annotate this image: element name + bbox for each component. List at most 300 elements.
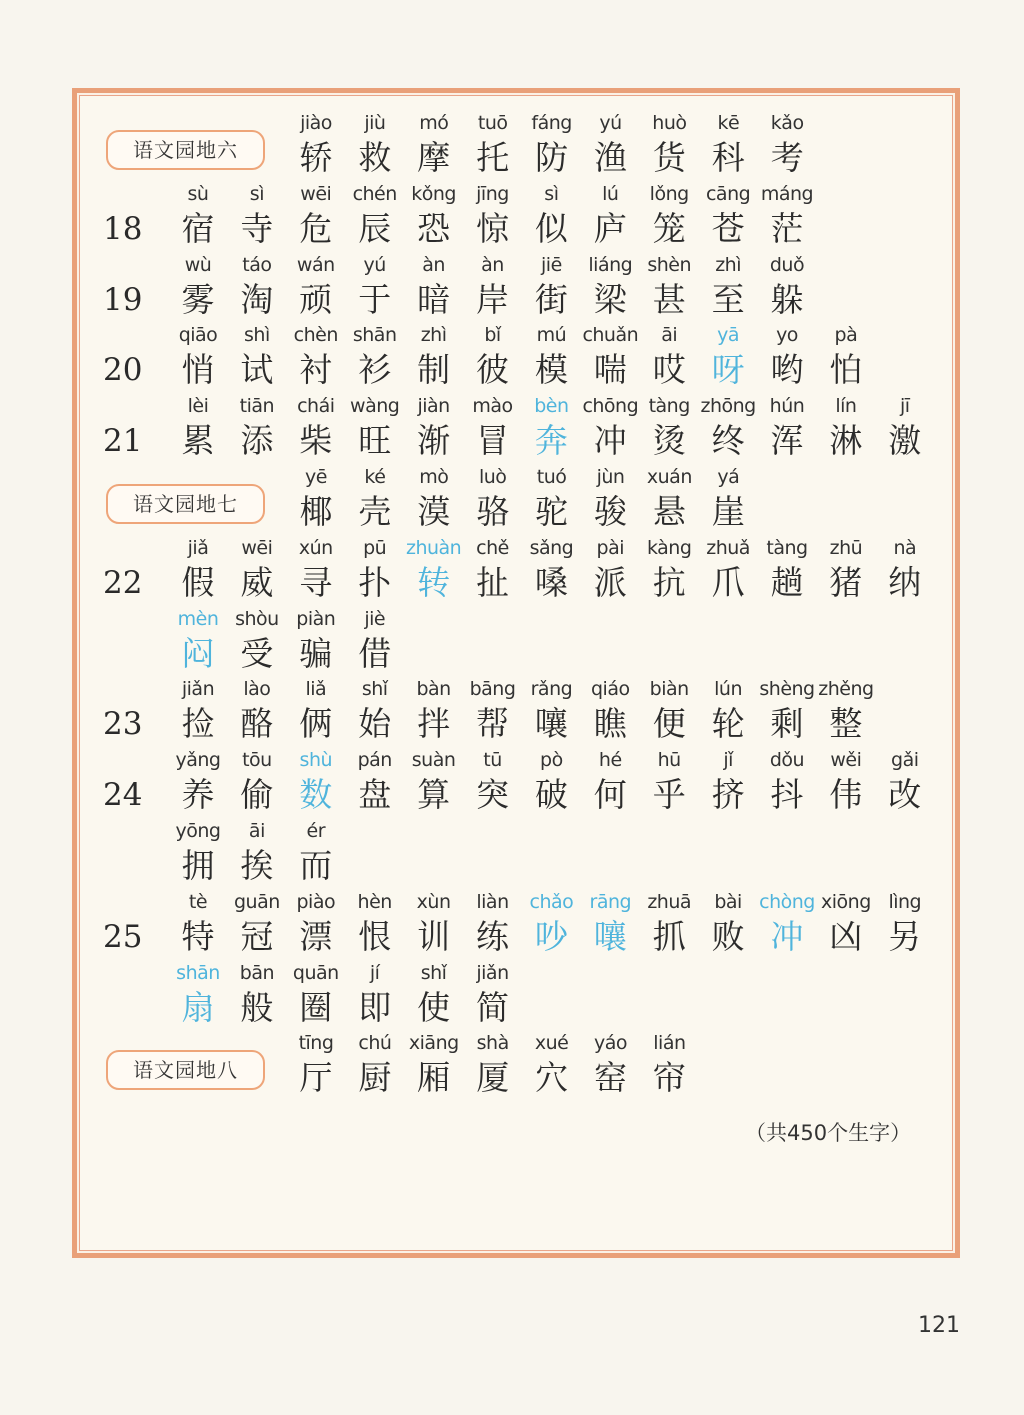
char-cell	[580, 535, 640, 605]
hanzi: 哎	[652, 350, 686, 390]
pinyin: ké	[364, 466, 386, 488]
char-cell	[227, 252, 287, 322]
char-cell	[168, 252, 228, 322]
pinyin: jiǎn	[181, 678, 215, 701]
char-cell	[639, 252, 699, 322]
pinyin: jiù	[364, 112, 386, 134]
hanzi: 淘	[240, 279, 274, 319]
hanzi: 算	[417, 775, 451, 815]
char-cell	[521, 181, 581, 251]
char-cell	[168, 393, 228, 463]
char-cell	[227, 818, 287, 888]
hanzi: 轿	[299, 138, 333, 177]
hanzi: 帘	[652, 1058, 686, 1098]
pinyin: shǐ	[420, 961, 447, 984]
hanzi: 训	[417, 916, 451, 956]
hanzi: 穴	[535, 1058, 569, 1098]
hanzi: 宿	[181, 208, 215, 248]
hanzi: 摩	[417, 138, 451, 177]
char-row	[0, 1030, 1024, 1100]
section-tag: 语文园地六	[106, 130, 265, 170]
hanzi: 壳	[358, 492, 392, 531]
char-cell	[698, 464, 758, 534]
pinyin: huò	[652, 112, 687, 134]
char-cell	[639, 322, 699, 392]
hanzi: 厦	[476, 1058, 510, 1098]
hanzi: 俩	[299, 704, 333, 744]
hanzi: 街	[534, 279, 568, 319]
hanzi: 练	[476, 916, 509, 956]
char-cell	[404, 181, 464, 251]
hanzi: 防	[535, 138, 569, 177]
pinyin: àn	[422, 253, 445, 276]
char-cell	[286, 110, 346, 180]
hanzi: 于	[358, 279, 392, 319]
pinyin: lú	[602, 182, 619, 205]
hanzi: 拥	[181, 846, 215, 885]
char-cell	[463, 322, 523, 392]
hanzi: 累	[181, 421, 215, 461]
hanzi: 制	[417, 350, 451, 390]
char-row	[0, 464, 1024, 534]
pinyin: shèng	[759, 678, 815, 701]
hanzi: 试	[240, 350, 274, 390]
char-cell	[404, 676, 464, 746]
pinyin: chén	[352, 182, 397, 205]
pinyin: rǎng	[530, 678, 573, 701]
lesson-number: 18	[103, 210, 143, 247]
hanzi: 乎	[652, 775, 686, 815]
hanzi: 恐	[417, 208, 451, 248]
pinyin: mèn	[177, 607, 219, 630]
char-cell	[463, 960, 523, 1030]
hanzi: 嚷	[593, 916, 627, 956]
char-cell	[639, 464, 699, 534]
pinyin: fáng	[531, 112, 572, 134]
pinyin: chú	[358, 1032, 392, 1055]
char-cell	[816, 889, 876, 959]
pinyin: mú	[536, 324, 567, 347]
pinyin: zhuā	[647, 890, 692, 913]
hanzi: 茫	[770, 208, 804, 248]
hanzi: 庐	[593, 208, 627, 248]
hanzi: 悬	[652, 492, 686, 531]
pinyin: jiàn	[417, 395, 450, 418]
hanzi: 借	[358, 633, 392, 673]
pinyin: quān	[292, 961, 339, 984]
char-cell	[168, 535, 228, 605]
hanzi: 厢	[417, 1058, 451, 1098]
hanzi: 漂	[299, 916, 333, 956]
pinyin: jīng	[476, 182, 509, 205]
lesson-number: 23	[103, 706, 143, 743]
pinyin: piào	[296, 890, 336, 913]
hanzi: 派	[593, 562, 627, 602]
hanzi: 躲	[770, 279, 804, 319]
char-cell	[168, 960, 228, 1030]
hanzi: 岸	[476, 279, 509, 319]
hanzi: 挨	[240, 846, 274, 885]
hanzi: 特	[181, 916, 215, 956]
pinyin: táo	[242, 253, 272, 276]
pinyin: chuǎn	[582, 324, 639, 347]
pinyin: yōng	[175, 820, 221, 842]
pinyin: zhì	[420, 324, 447, 347]
pinyin: liǎ	[305, 678, 327, 701]
char-cell	[404, 889, 464, 959]
hanzi: 凶	[829, 916, 863, 956]
hanzi: 烫	[652, 421, 686, 461]
char-cell	[286, 1030, 346, 1100]
char-cell	[463, 181, 523, 251]
char-cell	[404, 252, 464, 322]
pinyin: chòng	[759, 890, 815, 913]
char-cell	[404, 960, 464, 1030]
hanzi: 模	[534, 350, 568, 390]
hanzi: 渐	[417, 421, 451, 461]
pinyin: shèn	[647, 253, 692, 276]
char-cell	[639, 889, 699, 959]
pinyin: dǒu	[769, 749, 805, 772]
lesson-number: 24	[103, 777, 143, 814]
hanzi: 冒	[476, 421, 509, 461]
hanzi: 纳	[888, 562, 922, 602]
hanzi: 雾	[181, 279, 215, 319]
char-cell	[227, 535, 287, 605]
hanzi: 破	[534, 775, 568, 815]
pinyin: lào	[243, 678, 271, 701]
char-cell	[580, 747, 640, 817]
hanzi: 简	[476, 987, 509, 1027]
char-cell	[404, 393, 464, 463]
pinyin: duǒ	[769, 253, 805, 276]
char-cell	[757, 535, 817, 605]
pinyin: mò	[419, 466, 449, 488]
pinyin: shān	[352, 324, 397, 347]
pinyin: yǎng	[175, 749, 221, 772]
pinyin: sù	[187, 182, 209, 205]
hanzi: 转	[417, 562, 451, 602]
char-cell	[463, 1030, 523, 1100]
char-cell	[580, 393, 640, 463]
hanzi: 驼	[535, 492, 569, 531]
hanzi: 嚷	[534, 704, 568, 744]
char-cell	[463, 252, 523, 322]
hanzi: 拌	[417, 704, 451, 744]
char-cell	[757, 110, 817, 180]
hanzi: 添	[240, 421, 274, 461]
char-cell	[757, 676, 817, 746]
char-cell	[286, 747, 346, 817]
pinyin: zhū	[829, 536, 863, 559]
pinyin: bāng	[469, 678, 516, 701]
char-cell	[522, 464, 582, 534]
hanzi: 怕	[829, 350, 863, 390]
pinyin: pū	[363, 536, 387, 559]
section-tag: 语文园地七	[106, 484, 265, 524]
pinyin: rāng	[589, 890, 632, 913]
char-row	[0, 252, 1024, 322]
hanzi: 冲	[593, 421, 627, 461]
char-row	[0, 676, 1024, 746]
hanzi: 圈	[299, 987, 333, 1027]
hanzi: 渔	[594, 138, 627, 177]
char-cell	[286, 464, 346, 534]
pinyin: pán	[357, 749, 392, 772]
pinyin: sì	[249, 182, 264, 205]
pinyin: bān	[239, 961, 275, 984]
char-cell	[345, 322, 405, 392]
char-row	[0, 747, 1024, 817]
pinyin: àn	[481, 253, 504, 276]
char-row	[0, 818, 1024, 888]
hanzi: 衫	[358, 350, 392, 390]
char-cell	[345, 960, 405, 1030]
pinyin: jī	[900, 395, 910, 418]
char-cell	[580, 252, 640, 322]
char-cell	[286, 889, 346, 959]
char-cell	[580, 322, 640, 392]
pinyin: tīng	[298, 1032, 334, 1055]
lesson-number: 21	[103, 423, 143, 460]
char-cell	[345, 889, 405, 959]
pinyin: yú	[599, 112, 622, 134]
char-cell	[463, 393, 523, 463]
char-row	[0, 535, 1024, 605]
pinyin: guān	[233, 890, 280, 913]
char-cell	[345, 676, 405, 746]
char-cell	[698, 747, 758, 817]
pinyin: mào	[472, 395, 513, 418]
pinyin: zhuàn	[405, 536, 462, 559]
pinyin: shǐ	[361, 678, 388, 701]
pinyin: chǎo	[529, 890, 574, 913]
char-cell	[463, 535, 523, 605]
pinyin: hèn	[357, 890, 392, 913]
hanzi: 考	[770, 138, 804, 177]
pinyin: wù	[184, 253, 212, 276]
hanzi: 闷	[181, 633, 215, 673]
pinyin: xué	[534, 1032, 569, 1055]
char-cell	[698, 181, 758, 251]
char-cell	[639, 393, 699, 463]
pinyin: tū	[483, 749, 502, 772]
hanzi: 终	[711, 421, 745, 461]
hanzi: 突	[476, 775, 509, 815]
pinyin: sǎng	[529, 536, 574, 559]
hanzi: 捡	[181, 704, 215, 744]
char-cell	[757, 181, 817, 251]
hanzi: 柴	[299, 421, 333, 461]
hanzi: 椰	[299, 492, 333, 531]
pinyin: sì	[544, 182, 559, 205]
char-cell	[345, 606, 405, 676]
char-cell	[345, 393, 405, 463]
char-cell	[875, 535, 935, 605]
char-cell	[698, 889, 758, 959]
pinyin: wàng	[350, 395, 400, 418]
pinyin: zhì	[715, 253, 741, 276]
char-cell	[286, 535, 346, 605]
char-cell	[345, 747, 405, 817]
pinyin: ér	[306, 820, 326, 842]
hanzi: 扑	[358, 562, 392, 602]
pinyin: luò	[478, 466, 507, 488]
char-cell	[521, 747, 581, 817]
pinyin: hū	[657, 749, 681, 772]
pinyin: kàng	[646, 536, 692, 559]
hanzi: 伟	[829, 775, 863, 815]
char-cell	[875, 393, 935, 463]
char-cell	[581, 464, 641, 534]
char-cell	[168, 747, 228, 817]
pinyin: xùn	[416, 890, 451, 913]
char-row	[0, 606, 1024, 676]
pinyin: wēi	[300, 182, 332, 205]
pinyin: gǎi	[891, 749, 919, 772]
char-cell	[345, 535, 405, 605]
pinyin: jí	[369, 961, 380, 984]
char-cell	[227, 747, 287, 817]
hanzi: 惊	[476, 208, 509, 248]
char-cell	[404, 1030, 464, 1100]
pinyin: xiōng	[821, 890, 871, 913]
hanzi: 偷	[240, 775, 274, 815]
hanzi: 盘	[358, 775, 392, 815]
char-cell	[698, 110, 758, 180]
pinyin: shān	[176, 961, 220, 984]
pinyin: chě	[476, 536, 509, 559]
hanzi: 厨	[358, 1058, 392, 1098]
pinyin: nà	[893, 536, 917, 559]
char-cell	[581, 110, 641, 180]
hanzi: 笼	[652, 208, 686, 248]
pinyin: qiāo	[178, 324, 218, 347]
hanzi: 梁	[593, 279, 627, 319]
char-cell	[522, 1030, 582, 1100]
hanzi: 威	[240, 562, 274, 602]
hanzi: 改	[888, 775, 922, 815]
char-cell	[757, 252, 817, 322]
char-cell	[227, 889, 287, 959]
char-cell	[286, 818, 346, 888]
char-cell	[521, 889, 581, 959]
pinyin: tè	[188, 890, 208, 913]
pinyin: yo	[776, 324, 798, 347]
pinyin: liàn	[476, 890, 509, 913]
char-cell	[227, 322, 287, 392]
char-cell	[404, 464, 464, 534]
hanzi: 败	[711, 916, 745, 956]
pinyin: xuán	[646, 466, 692, 488]
hanzi: 便	[652, 704, 686, 744]
hanzi: 始	[358, 704, 392, 744]
hanzi: 哟	[770, 350, 804, 390]
lesson-number: 20	[103, 352, 143, 389]
hanzi: 抓	[652, 916, 686, 956]
hanzi: 轮	[711, 704, 745, 744]
char-cell	[757, 322, 817, 392]
char-cell	[404, 747, 464, 817]
hanzi: 嗓	[534, 562, 568, 602]
hanzi: 辰	[358, 208, 392, 248]
hanzi: 奔	[534, 421, 568, 461]
hanzi: 呀	[711, 350, 745, 390]
pinyin: biàn	[649, 678, 689, 701]
hanzi: 冲	[770, 916, 804, 956]
char-cell	[639, 747, 699, 817]
char-cell	[816, 393, 876, 463]
pinyin: āi	[661, 324, 678, 347]
char-cell	[345, 181, 405, 251]
hanzi: 冠	[240, 916, 274, 956]
char-cell	[639, 535, 699, 605]
pinyin: yē	[305, 466, 327, 488]
char-cell	[581, 1030, 641, 1100]
hanzi: 数	[299, 775, 333, 815]
hanzi: 帮	[476, 704, 509, 744]
char-cell	[227, 606, 287, 676]
char-cell	[463, 747, 523, 817]
pinyin: wēi	[241, 536, 273, 559]
hanzi: 崖	[711, 492, 745, 531]
pinyin: wán	[296, 253, 335, 276]
hanzi: 挤	[711, 775, 745, 815]
char-cell	[345, 252, 405, 322]
page-number: 121	[918, 1313, 960, 1338]
char-cell	[286, 181, 346, 251]
char-cell	[521, 322, 581, 392]
hanzi: 吵	[534, 916, 568, 956]
char-cell	[227, 676, 287, 746]
hanzi: 货	[652, 138, 686, 177]
pinyin: liáng	[588, 253, 633, 276]
pinyin: shòu	[235, 607, 279, 630]
pinyin: jǐ	[723, 749, 733, 772]
char-cell	[286, 322, 346, 392]
hanzi: 受	[240, 633, 274, 673]
hanzi: 酪	[240, 704, 274, 744]
pinyin: kǒng	[411, 182, 456, 205]
char-cell	[286, 676, 346, 746]
pinyin: suàn	[411, 749, 456, 772]
hanzi: 骆	[476, 492, 510, 531]
pinyin: tiān	[239, 395, 275, 418]
char-cell	[698, 676, 758, 746]
pinyin: lián	[653, 1032, 686, 1055]
pinyin: chèn	[293, 324, 338, 347]
char-cell	[286, 960, 346, 1030]
hanzi: 浑	[770, 421, 804, 461]
char-cell	[345, 1030, 405, 1100]
char-cell	[168, 889, 228, 959]
pinyin: tuó	[536, 466, 567, 488]
hanzi: 窑	[594, 1058, 627, 1098]
char-cell	[580, 889, 640, 959]
pinyin: jiē	[541, 253, 562, 276]
lesson-number: 22	[103, 564, 143, 601]
pinyin: zhěng	[818, 678, 874, 701]
char-cell	[580, 181, 640, 251]
pinyin: bèn	[534, 395, 569, 418]
char-row	[0, 960, 1024, 1030]
pinyin: pò	[540, 749, 563, 772]
char-cell	[816, 747, 876, 817]
char-cell	[521, 676, 581, 746]
pinyin: shì	[244, 324, 270, 347]
char-cell	[463, 676, 523, 746]
pinyin: yú	[363, 253, 386, 276]
